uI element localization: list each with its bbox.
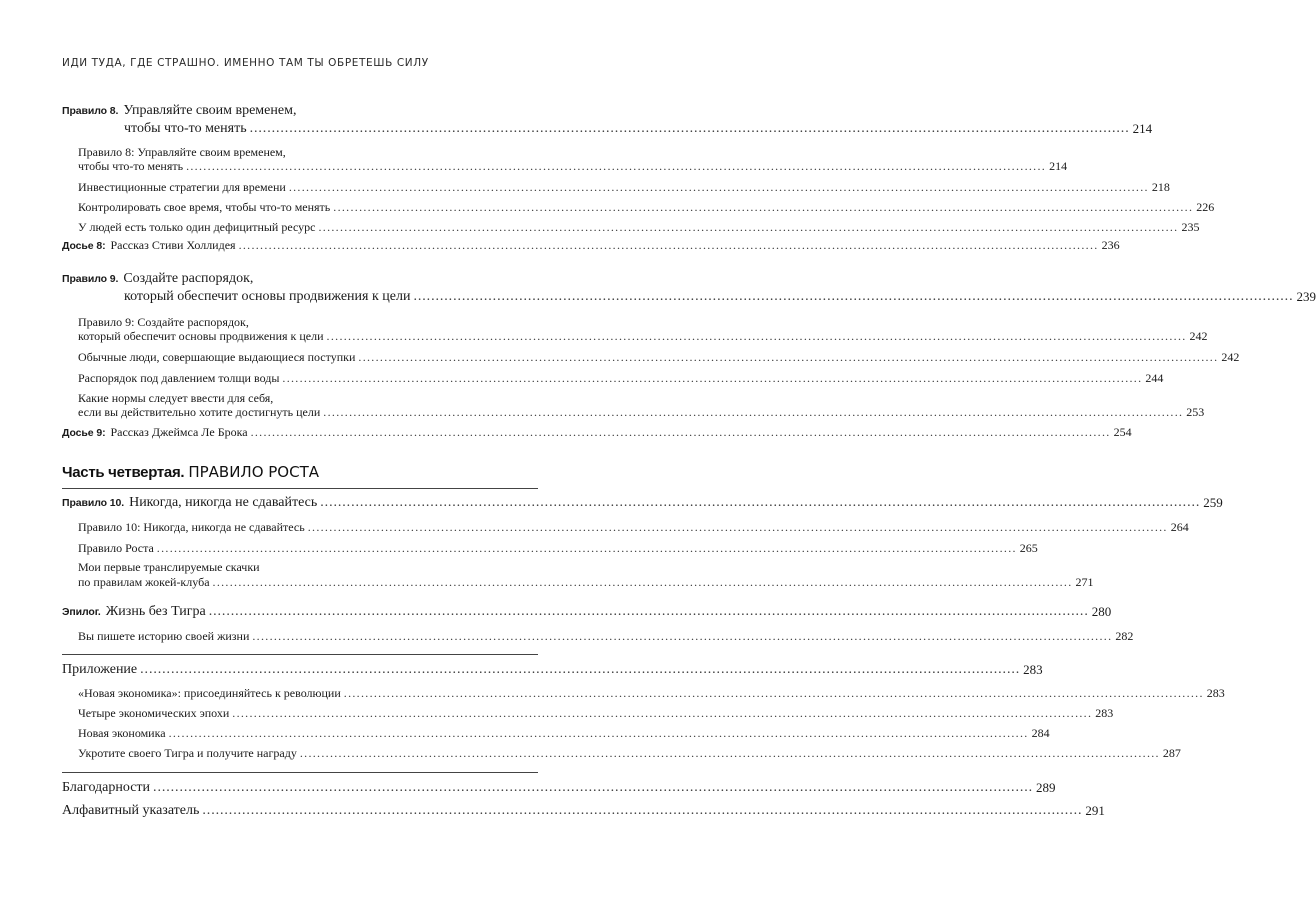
appendix-title: Приложение (62, 662, 138, 677)
rule-8-page: 214 (1132, 121, 1153, 136)
toc-item-page: 226 (1196, 200, 1215, 214)
toc-item-line1: Правило 8: Управляйте своим временем, (78, 145, 286, 159)
toc-item-label: чтобы что-то менять (78, 159, 184, 173)
dot-leader: ........................................................................................................................................................................................................ (232, 706, 1093, 720)
dot-leader: ........................................................................................................................................................................................................ (299, 746, 1160, 760)
dot-leader: ........................................................................................................................................................................................................ (156, 541, 1017, 555)
acknowledgements-entry[interactable] (62, 780, 1056, 796)
toc-item[interactable] (62, 746, 1181, 761)
running-head: ИДИ ТУДА, ГДЕ СТРАШНО. ИМЕННО ТАМ ТЫ ОБРЕТЕШЬ СИЛУ (62, 57, 429, 69)
rule-10-title: Никогда, никогда не сдавайтесь (129, 495, 318, 510)
dot-leader: ........................................................................................................................................................................................................ (140, 662, 1021, 677)
toc-item-page: 244 (1145, 371, 1164, 385)
part-four-name: ПРАВИЛО РОСТА (188, 463, 320, 481)
index-page: 291 (1085, 803, 1105, 818)
toc-item-label: Вы пишете историю своей жизни (78, 629, 250, 643)
epilogue-kicker: Эпилог. (62, 606, 101, 618)
toc-item-label: У людей есть только один дефицитный ресурс (78, 220, 316, 234)
toc-item-line1: Мои первые транслируемые скачки (78, 560, 260, 574)
toc-item-label: Правило 10: Никогда, никогда не сдавайтесь (78, 520, 305, 534)
toc-item[interactable] (62, 541, 1038, 556)
dot-leader: ........................................................................................................................................................................................................ (326, 329, 1187, 343)
toc-item[interactable] (62, 159, 1068, 174)
toc-item[interactable] (62, 726, 1050, 741)
rule-9-heading[interactable] (62, 289, 1316, 305)
toc-item-page: 284 (1031, 726, 1050, 740)
toc-item[interactable] (62, 629, 1134, 644)
epilogue-title: Жизнь без Тигра (105, 604, 206, 619)
rule-8-kicker: Правило 8. (62, 105, 119, 117)
toc-item[interactable] (62, 350, 1240, 365)
toc-item[interactable] (62, 575, 1094, 590)
dot-leader: ........................................................................................................................................................................................................ (186, 159, 1047, 173)
dot-leader: ........................................................................................................................................................................................................ (343, 686, 1204, 700)
toc-item-page: 214 (1049, 159, 1068, 173)
appendix-divider (62, 654, 538, 655)
dot-leader: ........................................................................................................................................................................................................ (238, 238, 1099, 252)
toc-item[interactable] (62, 405, 1205, 420)
dossier-8-kicker: Досье 8: (62, 240, 106, 252)
back-matter-divider (62, 772, 538, 773)
part-four-title[interactable] (62, 463, 319, 482)
toc-item-page: 264 (1170, 520, 1189, 534)
rule-8-heading[interactable] (62, 121, 1153, 137)
dossier-8-page: 236 (1101, 238, 1120, 252)
toc-item-page: 283 (1206, 686, 1225, 700)
toc-item-page: 265 (1019, 541, 1038, 555)
dot-leader: ........................................................................................................................................................................................................ (307, 520, 1168, 534)
rule-8-title-line1: Управляйте своим временем, (123, 103, 297, 118)
toc-item-label: Обычные люди, совершающие выдающиеся поступки (78, 350, 356, 364)
toc-item-page: 242 (1189, 329, 1208, 343)
toc-item-page: 282 (1115, 629, 1134, 643)
dot-leader: ........................................................................................................................................................................................................ (249, 121, 1130, 136)
toc-item[interactable] (62, 180, 1170, 195)
dot-leader: ........................................................................................................................................................................................................ (282, 371, 1143, 385)
toc-item-page: 253 (1186, 405, 1205, 419)
dossier-8-title: Рассказ Стиви Холлидея (110, 238, 236, 252)
toc-item-label: «Новая экономика»: присоединяйтесь к революции (78, 686, 341, 700)
index-entry[interactable] (62, 803, 1105, 819)
rule-9-heading-line1 (62, 271, 253, 287)
dot-leader: ........................................................................................................................................................................................................ (288, 180, 1149, 194)
toc-item-label: Контролировать свое время, чтобы что-то менять (78, 200, 331, 214)
part-four-kicker: Часть четвертая. (62, 464, 185, 481)
index-title: Алфавитный указатель (62, 803, 200, 818)
toc-item[interactable] (62, 371, 1164, 386)
dot-leader: ........................................................................................................................................................................................................ (320, 495, 1201, 510)
dot-leader: ........................................................................................................................................................................................................ (250, 425, 1111, 439)
epilogue-page: 280 (1091, 604, 1112, 619)
appendix-page: 283 (1023, 662, 1043, 677)
toc-item[interactable] (62, 520, 1189, 535)
appendix-heading[interactable] (62, 662, 1043, 678)
dot-leader: ........................................................................................................................................................................................................ (208, 604, 1089, 619)
acknowledgements-title: Благодарности (62, 780, 151, 795)
toc-item-label: Правило Роста (78, 541, 154, 555)
toc-item-page: 271 (1075, 575, 1094, 589)
dot-leader: ........................................................................................................................................................................................................ (252, 629, 1113, 643)
toc-item-label: Распорядок под давлением толщи воды (78, 371, 280, 385)
rule-9-kicker: Правило 9. (62, 273, 119, 285)
rule-10-heading[interactable] (62, 495, 1223, 511)
toc-item-page: 235 (1181, 220, 1200, 234)
dot-leader: ........................................................................................................................................................................................................ (323, 405, 1184, 419)
rule-10-kicker: Правило 10. (62, 497, 125, 509)
rule-8-heading-line1 (62, 103, 296, 119)
toc-item-label: Укротите своего Тигра и получите награду (78, 746, 297, 760)
dot-leader: ........................................................................................................................................................................................................ (318, 220, 1179, 234)
toc-item-page: 283 (1095, 706, 1114, 720)
dot-leader: ........................................................................................................................................................................................................ (168, 726, 1029, 740)
toc-item-label: если вы действительно хотите достигнуть цели (78, 405, 321, 419)
rule-9-page: 239 (1296, 289, 1316, 304)
dossier-9-title: Рассказ Джеймса Ле Брока (110, 425, 248, 439)
rule-9-title-line2: который обеспечит основы продвижения к цели (124, 289, 411, 304)
toc-item-label: Инвестиционные стратегии для времени (78, 180, 286, 194)
rule-9-title-line1: Создайте распорядок, (123, 271, 254, 286)
toc-item[interactable] (62, 706, 1114, 721)
dot-leader: ........................................................................................................................................................................................................ (153, 780, 1034, 795)
toc-item-line1: Правило 9: Создайте распорядок, (78, 315, 249, 329)
dot-leader: ........................................................................................................................................................................................................ (413, 289, 1294, 304)
toc-item-page: 287 (1162, 746, 1181, 760)
dot-leader: ........................................................................................................................................................................................................ (358, 350, 1219, 364)
rule-10-page: 259 (1203, 495, 1223, 510)
epilogue-heading[interactable] (62, 604, 1112, 620)
toc-item-page: 218 (1151, 180, 1170, 194)
toc-item[interactable] (62, 329, 1208, 344)
toc-item-page: 242 (1221, 350, 1240, 364)
rule-8-title-line2: чтобы что-то менять (124, 121, 247, 136)
toc-item[interactable] (62, 200, 1215, 215)
toc-item-label: Новая экономика (78, 726, 166, 740)
toc-item-label: по правилам жокей-клуба (78, 575, 210, 589)
acknowledgements-page: 289 (1036, 780, 1056, 795)
dossier-9-page: 254 (1113, 425, 1132, 439)
dot-leader: ........................................................................................................................................................................................................ (333, 200, 1194, 214)
dot-leader: ........................................................................................................................................................................................................ (212, 575, 1073, 589)
toc-item-line1: Какие нормы следует ввести для себя, (78, 391, 274, 405)
toc-item-label: Четыре экономических эпохи (78, 706, 230, 720)
toc-item[interactable] (62, 686, 1225, 701)
dot-leader: ........................................................................................................................................................................................................ (202, 803, 1083, 818)
toc-item-label: который обеспечит основы продвижения к цели (78, 329, 324, 343)
dossier-9-kicker: Досье 9: (62, 427, 106, 439)
dossier-9[interactable] (62, 425, 1132, 440)
part-divider (62, 488, 538, 489)
dossier-8[interactable] (62, 238, 1120, 253)
toc-item[interactable] (62, 220, 1200, 235)
